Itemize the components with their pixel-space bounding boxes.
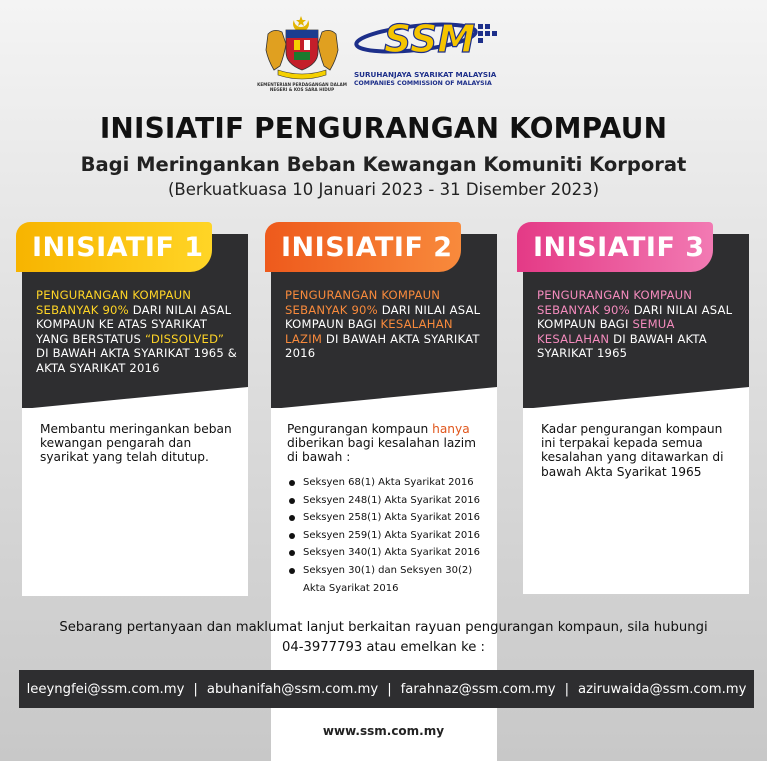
email-separator: |	[193, 681, 198, 697]
card-2-body-after: diberikan bagi kesalahan lazim di bawah :	[287, 436, 476, 465]
list-item: Seksyen 258(1) Akta Syarikat 2016	[287, 509, 487, 527]
card-2-desc-text-2: DI BAWAH AKTA SYARIKAT 2016	[285, 331, 480, 361]
card-3-desc-highlight: PENGURANGAN KOMPAUN SEBANYAK 90%	[537, 288, 693, 317]
ssm-logo-text: SSM	[384, 17, 476, 61]
list-item: Seksyen 259(1) Akta Syarikat 2016	[287, 527, 487, 545]
email-link-3[interactable]: farahnaz@ssm.com.my	[400, 681, 556, 697]
ssm-logo	[354, 14, 504, 94]
card-3-tab: INISIATIF 3	[517, 222, 713, 272]
card-2-body	[287, 422, 483, 465]
email-bar	[19, 670, 754, 708]
page-subtitle: Bagi Meringankan Beban Kewangan Komuniti Korporat	[80, 153, 687, 176]
list-item: Seksyen 68(1) Akta Syarikat 2016	[287, 474, 487, 492]
card-3-desc-highlight-2: SEMUA KESALAHAN	[537, 317, 675, 346]
email-link-1[interactable]: leeyngfei@ssm.com.my	[26, 681, 185, 697]
coat-of-arms-icon	[264, 14, 340, 80]
ministry-caption-line-1: KEMENTERIAN PERDAGANGAN DALAM	[257, 82, 347, 87]
offence-section-list	[287, 474, 487, 597]
card-3-body: Kadar pengurangan kompaun ini terpakai kepada semua kesalahan yang ditawarkan di bawah Akta Syarikat 1965	[541, 422, 724, 479]
email-link-2[interactable]: abuhanifah@ssm.com.my	[206, 681, 379, 697]
card-1-tab: INISIATIF 1	[16, 222, 212, 272]
ministry-caption	[256, 82, 348, 92]
card-2-tab: INISIATIF 2	[265, 222, 461, 272]
card-3-desc-text-1: DARI NILAI ASAL KOMPAUN BAGI	[537, 302, 733, 332]
ssm-logo-icon	[354, 14, 504, 70]
contact-line-1: Sebarang pertanyaan dan maklumat lanjut berkaitan rayuan pengurangan kompaun, sila hubungi	[59, 620, 708, 635]
list-item: Seksyen 248(1) Akta Syarikat 2016	[287, 492, 487, 510]
contact-info	[0, 618, 767, 658]
email-link-4[interactable]: aziruwaida@ssm.com.my	[578, 681, 747, 697]
ssm-name-english: COMPANIES COMMISSION OF MALAYSIA	[354, 80, 492, 87]
card-2-body-highlight: hanya	[432, 422, 470, 436]
website-link[interactable]: www.ssm.com.my	[322, 724, 445, 738]
card-1-desc-text-1: DARI NILAI ASAL KOMPAUN KE ATAS SYARIKAT YANG BERSTATUS	[36, 302, 232, 346]
card-1-desc-text-2: DI BAWAH AKTA SYARIKAT 1965 & AKTA SYARIKAT 2016	[36, 346, 238, 375]
card-2-desc-highlight: PENGURANGAN KOMPAUN SEBANYAK 90%	[285, 288, 441, 317]
email-separator: |	[564, 681, 570, 697]
card-2-description	[285, 288, 489, 361]
list-item: Seksyen 340(1) Akta Syarikat 2016	[287, 544, 487, 562]
email-separator: |	[387, 681, 392, 697]
list-item: Seksyen 30(1) dan Seksyen 30(2) Akta Syarikat 2016	[287, 562, 487, 597]
card-1-desc-highlight-2: “DISSOLVED”	[144, 331, 225, 346]
page-title: INISIATIF PENGURANGAN KOMPAUN	[99, 112, 668, 145]
ssm-name-malay: SURUHANJAYA SYARIKAT MALAYSIA	[354, 70, 497, 79]
effective-period: (Berkuatkuasa 10 Januari 2023 - 31 Disember 2023)	[167, 180, 600, 199]
ssm-caption	[354, 70, 514, 88]
card-3-desc-text-2: DI BAWAH AKTA SYARIKAT 1965	[537, 331, 707, 361]
card-1-description	[36, 288, 240, 376]
card-2-desc-highlight-2: KESALAHAN LAZIM	[285, 317, 453, 346]
card-1-desc-highlight: PENGURANGAN KOMPAUN SEBANYAK 90%	[36, 288, 192, 317]
card-2-body-before: Pengurangan kompaun	[287, 422, 433, 436]
ministry-caption-line-2: NEGERI & KOS SARA HIDUP	[269, 87, 335, 92]
ministry-crest	[256, 14, 348, 98]
card-2-desc-text-1: DARI NILAI ASAL KOMPAUN BAGI	[285, 302, 481, 332]
contact-line-2: 04-3977793 atau emelkan ke :	[281, 640, 486, 655]
card-1-body: Membantu meringankan beban kewangan pengarah dan syarikat yang telah ditutup.	[40, 422, 232, 465]
card-3-description	[537, 288, 741, 361]
